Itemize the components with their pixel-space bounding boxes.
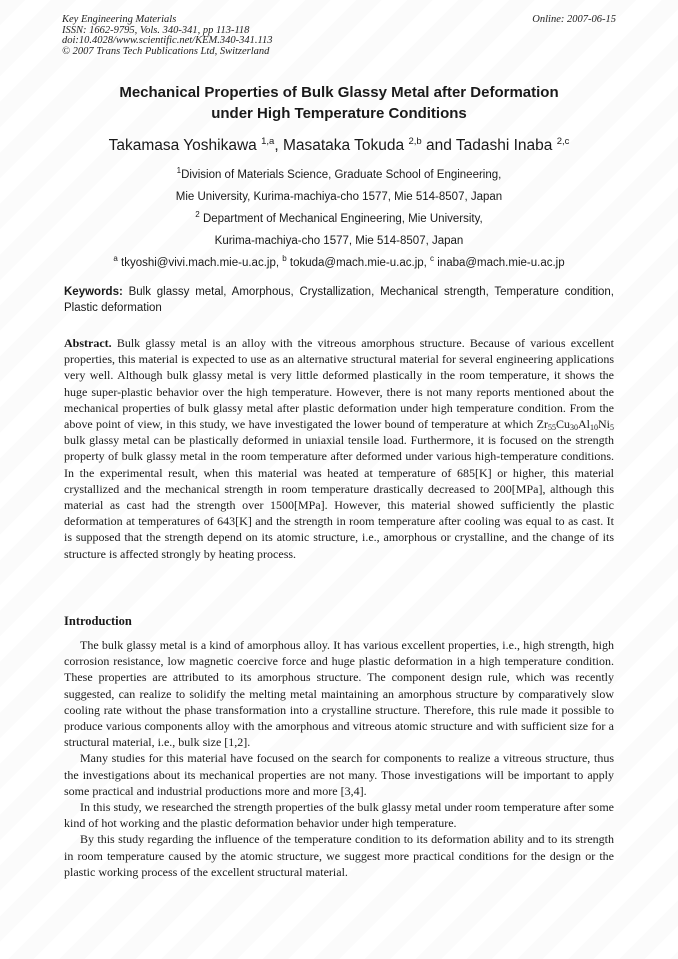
formula-element: Zr <box>536 417 548 432</box>
formula-element: Ni <box>598 417 610 432</box>
email-b-mark: b <box>282 254 287 263</box>
formula-element: Cu <box>555 417 570 432</box>
copyright-line: © 2007 Trans Tech Publications Ltd, Switzerland <box>62 45 270 57</box>
paragraph: The bulk glassy metal is a kind of amorphous alloy. It has various excellent properties, i.e., high strength, high corrosion resistance, low magnetic coercive force and huge plastic deformation in a high temperature condition. These properties are attributed to its amorphous structure. The component design rule, which was recently suggested, can realize to solidify the melting metal maintaining an amorphous structure by comparatively slow cooling rate without the phase transformation into a crystalline structure. Therefore, this rule made it possible to produce various components alloy with the amorphous and vitreous atomic structure and with sufficient size for a structural material, i.e., bulk size [1,2]. <box>64 638 614 750</box>
formula-subscript: 30 <box>570 423 578 433</box>
affiliation-1-line-1 <box>40 164 638 186</box>
author-2: Masataka Tokuda <box>282 137 409 154</box>
affiliation-2-line-1 <box>40 208 638 230</box>
affiliation-1-line-2: Mie University, Kurima-machiya-cho 1577, Mie 514-8507, Japan <box>175 191 503 203</box>
abstract-label: Abstract. <box>64 336 112 350</box>
online-date: Online: 2007-06-15 <box>532 14 616 25</box>
introduction-body <box>64 637 614 880</box>
affiliations <box>40 164 638 274</box>
abstract <box>64 335 614 562</box>
journal-name: Key Engineering Materials <box>62 14 177 25</box>
keywords-text: Bulk glassy metal, Amorphous, Crystallization, Mechanical strength, Temperature condition, Plastic deformation <box>64 286 614 314</box>
affiliation-2-text: Department of Mechanical Engineering, Mie University, <box>199 213 483 225</box>
title-line-1: Mechanical Properties of Bulk Glassy Metal after Deformation <box>119 84 559 101</box>
author-separator: , <box>274 137 283 154</box>
publication-info <box>62 15 272 57</box>
author-2-affiliation-mark: 2,b <box>408 136 422 147</box>
author-3: Tadashi Inaba <box>455 137 557 154</box>
alloy-formula <box>537 417 614 431</box>
abstract-text-1: Bulk glassy metal is an alloy with the vitreous amorphous structure. Because of various excellent properties, this material is expected to use as an alternative structural material for several engineering applications very well. Although bulk glassy metal is very little deformed plastically in the room temperature, it shows the huge super-plastic behavior over the high temperature. However, there is not many reports mentioned about the mechanical properties of bulk glassy metal after plastic deformation under high temperature condition. From the above point of view, in this study, we have investigated the lower bound of temperature at which <box>64 336 614 432</box>
email-c-mark: c <box>430 254 435 263</box>
author-list <box>40 136 638 156</box>
paragraph: Many studies for this material have focused on the search for components to realize a vitreous structure, thus the investigations about its mechanical properties are not many. Those investigations will be important to apply some practical and industrial productions more and more [3,4]. <box>64 751 614 798</box>
section-heading-introduction: Introduction <box>64 614 132 628</box>
formula-subscript: 5 <box>610 423 614 433</box>
email-a-mark: a <box>113 254 118 263</box>
email-b: tokuda@mach.mie-u.ac.jp, <box>286 257 431 269</box>
paragraph: By this study regarding the influence of the temperature condition to its deformation ability and to its strength in room temperature caused by the atomic structure, we suggest more practical conditions for the design or the plastic working process of the excellent structural material. <box>64 832 614 879</box>
author-1: Takamasa Yoshikawa <box>108 137 262 154</box>
keywords <box>64 285 614 316</box>
email-a: tkyoshi@vivi.mach.mie-u.ac.jp, <box>117 257 283 269</box>
formula-element: Al <box>578 417 590 432</box>
issn-line: ISSN: 1662-9795, Vols. 340-341, pp 113-118 <box>62 24 250 36</box>
doi-line: doi:10.4028/www.scientific.net/KEM.340-341.113 <box>62 35 273 46</box>
affiliation-1-mark: 1 <box>176 166 182 175</box>
formula-subscript: 55 <box>547 423 556 433</box>
affiliation-2-line-2: Kurima-machiya-cho 1577, Mie 514-8507, Japan <box>214 235 464 247</box>
paragraph: In this study, we researched the strength properties of the bulk glassy metal under room temperature after some kind of hot working and the plastic deformation behavior under high temperature. <box>64 800 614 831</box>
paper-title <box>40 82 638 124</box>
email-line <box>40 252 638 274</box>
title-line-2: under High Temperature Conditions <box>211 105 467 122</box>
author-1-affiliation-mark: 1,a <box>261 136 275 147</box>
formula-subscript: 10 <box>590 423 598 433</box>
email-c: inaba@mach.mie-u.ac.jp <box>434 257 565 269</box>
affiliation-1-text: Division of Materials Science, Graduate School of Engineering, <box>181 169 502 181</box>
affiliation-2-mark: 2 <box>195 210 200 219</box>
author-3-affiliation-mark: 2,c <box>556 136 570 147</box>
keywords-label: Keywords: <box>64 286 123 298</box>
author-separator: and <box>421 137 456 154</box>
abstract-text-2: bulk glassy metal can be plastically deformed in uniaxial tensile load. Furthermore, it is focused on the strength property of bulk glassy metal in the room temperature after deformed under various high-temperature conditions. In the experimental result, when this material was heated at temperature of 685[K] or higher, this material crystallized and the mechanical strength in room temperature drastically decreased to 200[MPa], although this material as cast had the strength over 1500[MPa]. However, this material showed sufficiently the plastic deformation at temperatures of 643[K] and the strength in room temperature after cooling was equal to as cast. It is supposed that the strength depend on its atomic structure, i.e., amorphous or crystalline, and the change of its structure is affected strongly by heating process. <box>64 433 614 561</box>
